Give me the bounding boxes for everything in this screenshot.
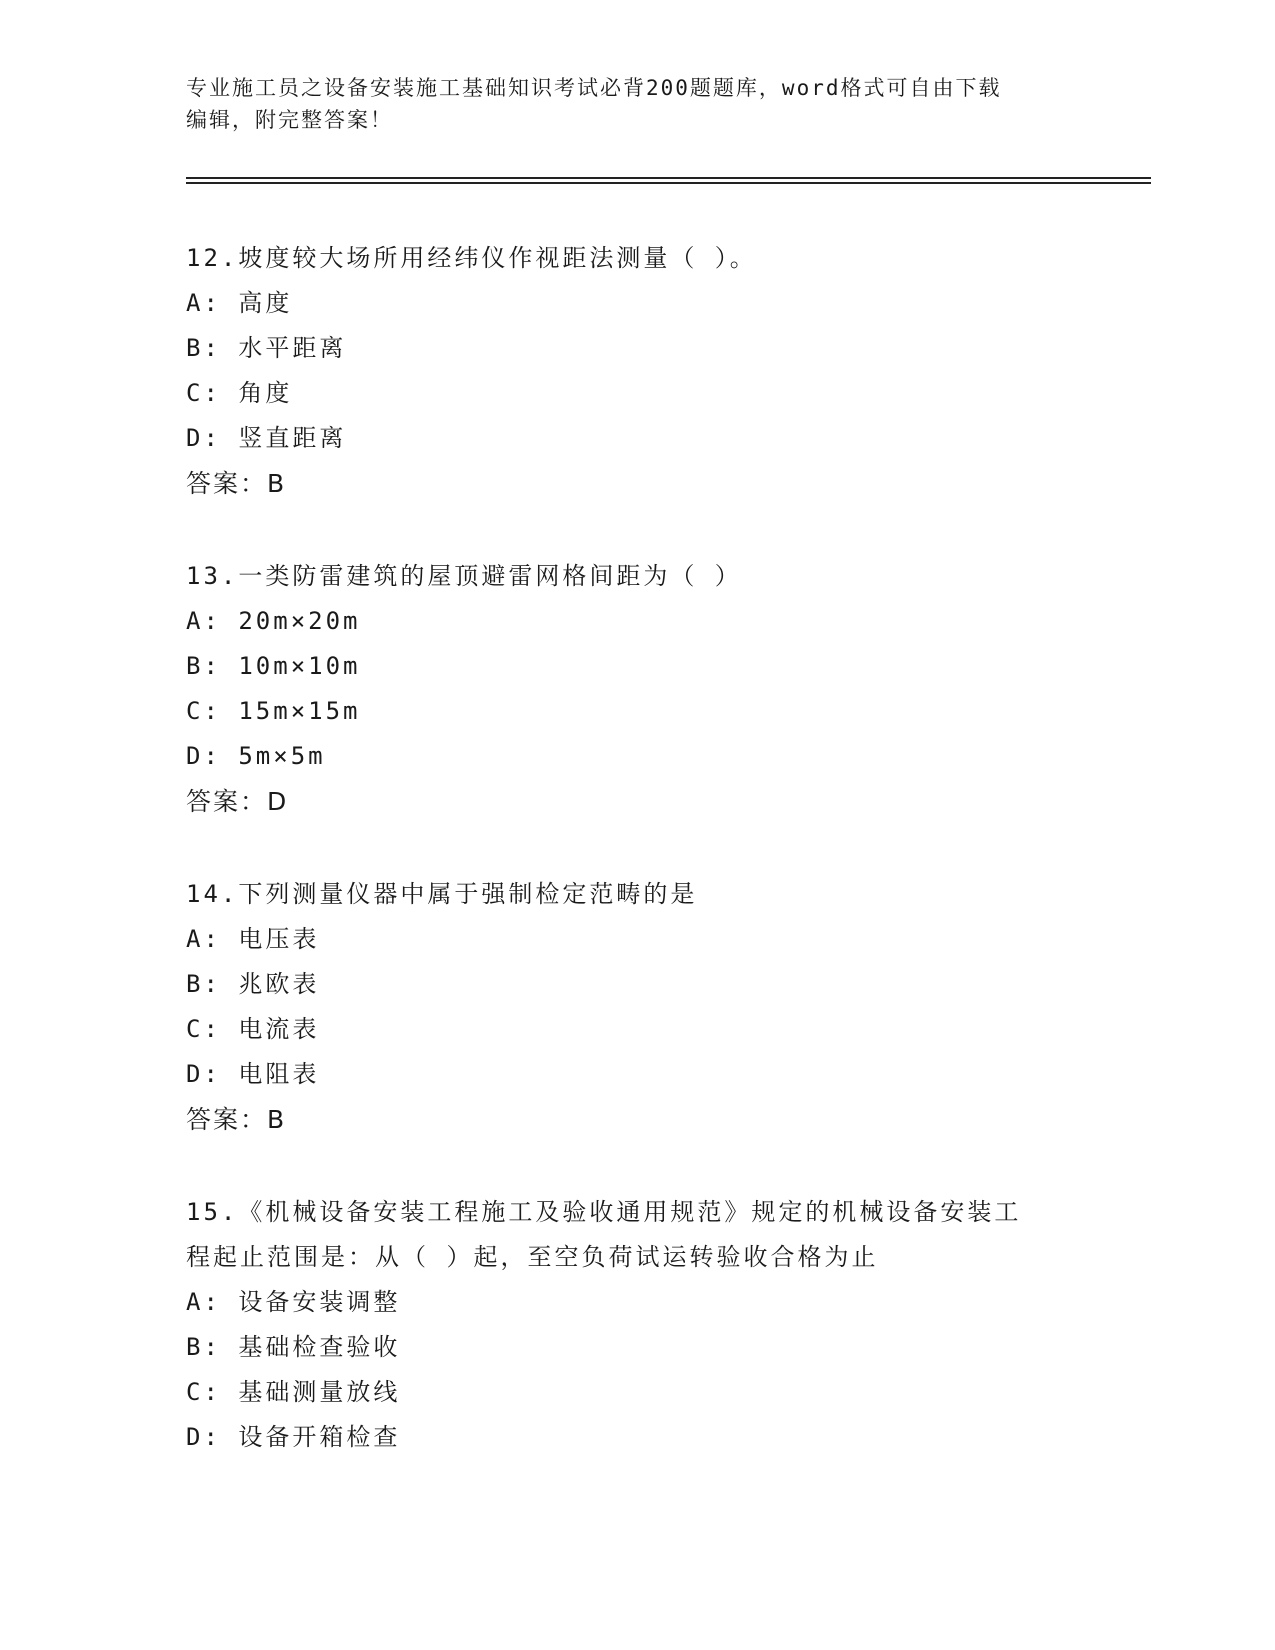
header-divider-bottom: [186, 182, 1151, 184]
document-header: [186, 72, 1066, 136]
option-b: B: 基础检查验收: [186, 1333, 401, 1361]
question-stem: 13.一类防雷建筑的屋顶避雷网格间距为（ ）: [186, 562, 742, 590]
header-line-2: 编辑，附完整答案！: [186, 108, 393, 132]
option-a: A: 高度: [186, 289, 293, 317]
option-d: D: 电阻表: [186, 1060, 320, 1088]
option-a: A: 20m×20m: [186, 607, 361, 635]
option-b: B: 10m×10m: [186, 652, 361, 680]
question-stem: 12.坡度较大场所用经纬仪作视距法测量（ ）。: [186, 244, 757, 272]
option-c: C: 基础测量放线: [186, 1378, 401, 1406]
question-15: [186, 1190, 1086, 1460]
option-d: D: 设备开箱检查: [186, 1423, 401, 1451]
header-divider-top: [186, 177, 1151, 179]
option-c: C: 电流表: [186, 1015, 320, 1043]
option-d: D: 竖直距离: [186, 424, 347, 452]
header-line-1: 专业施工员之设备安装施工基础知识考试必背200题题库，word格式可自由下载: [186, 76, 1002, 100]
question-12: [186, 236, 1086, 506]
question-stem-line-2: 程起止范围是：从（ ）起，至空负荷试运转验收合格为止: [186, 1243, 879, 1271]
question-stem: 14.下列测量仪器中属于强制检定范畴的是: [186, 880, 698, 908]
option-c: C: 15m×15m: [186, 697, 361, 725]
question-13: [186, 554, 1086, 824]
option-a: A: 设备安装调整: [186, 1288, 401, 1316]
option-a: A: 电压表: [186, 925, 320, 953]
option-b: B: 兆欧表: [186, 970, 320, 998]
option-b: B: 水平距离: [186, 334, 347, 362]
answer-line: 答案：D: [186, 787, 289, 816]
answer-line: 答案：B: [186, 469, 287, 498]
question-14: [186, 872, 1086, 1142]
option-d: D: 5m×5m: [186, 742, 326, 770]
question-stem-line-1: 15.《机械设备安装工程施工及验收通用规范》规定的机械设备安装工: [186, 1198, 1022, 1226]
option-c: C: 角度: [186, 379, 293, 407]
answer-line: 答案：B: [186, 1105, 287, 1134]
